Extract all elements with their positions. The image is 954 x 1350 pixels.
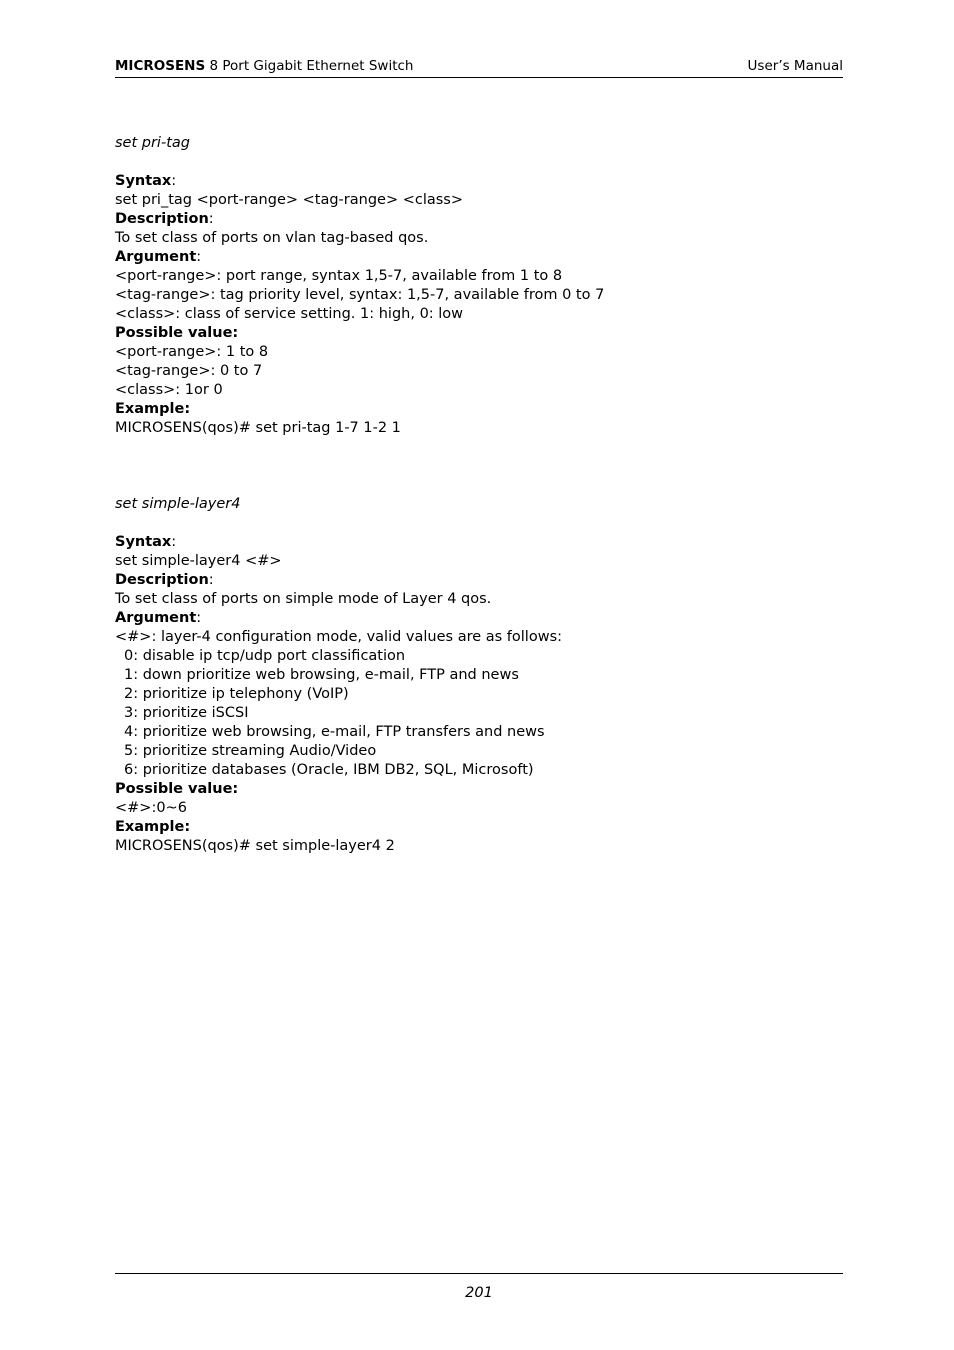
argument-item: <class>: class of service setting. 1: high, 0: low <box>115 306 464 322</box>
header-brand: MICROSENS <box>115 58 206 74</box>
example-label: Example: <box>115 401 191 417</box>
possible-value-item: <tag-range>: 0 to 7 <box>115 363 263 379</box>
footer-divider <box>115 1273 843 1274</box>
mode-item: 0: disable ip tcp/udp port classification <box>124 648 406 664</box>
header-manual: User’s Manual <box>747 58 843 74</box>
description-text: To set class of ports on vlan tag-based qos. <box>115 230 429 246</box>
argument-label: Argument <box>115 249 197 265</box>
description-label: Description <box>115 211 209 227</box>
mode-item: 1: down prioritize web browsing, e-mail, FTP and news <box>124 667 519 683</box>
argument-intro: <#>: layer-4 configuration mode, valid values are as follows: <box>115 629 563 645</box>
page-number: 201 <box>465 1285 493 1301</box>
possible-value-label: Possible value: <box>115 781 239 797</box>
possible-value-item: <#>:0~6 <box>115 800 187 816</box>
mode-item: 3: prioritize iSCSI <box>124 705 249 721</box>
syntax-text: set pri_tag <port-range> <tag-range> <class> <box>115 192 463 208</box>
page-content <box>115 134 843 856</box>
example-label: Example: <box>115 819 191 835</box>
header-product: 8 Port Gigabit Ethernet Switch <box>205 58 414 74</box>
mode-item: 5: prioritize streaming Audio/Video <box>124 743 377 759</box>
argument-item: <port-range>: port range, syntax 1,5-7, available from 1 to 8 <box>115 268 563 284</box>
description-label: Description <box>115 572 209 588</box>
command-title: set pri-tag <box>115 135 190 151</box>
description-text: To set class of ports on simple mode of Layer 4 qos. <box>115 591 492 607</box>
mode-item: 2: prioritize ip telephony (VoIP) <box>124 686 349 702</box>
syntax-text: set simple-layer4 <#> <box>115 553 282 569</box>
possible-value-item: <class>: 1or 0 <box>115 382 223 398</box>
possible-value-item: <port-range>: 1 to 8 <box>115 344 269 360</box>
header-title <box>115 57 413 75</box>
syntax-label: Syntax <box>115 534 172 550</box>
mode-item: 6: prioritize databases (Oracle, IBM DB2, SQL, Microsoft) <box>124 762 534 778</box>
section-pri-tag: set pri-tag Syntax: set pri_tag <port-range> <tag-range> <class> Description: To set class of ports on vlan tag-based qos. Argument: <port-range>: port range, syntax 1,5-7, available from 1 to 8 <tag-range>: tag priority level, syntax: 1,5-7, available from 0 to 7 <class>: class of service setting. 1: high, 0: low Possible value: <port-range>: 1 to 8 <tag-range>: 0 to 7 <class>: 1or 0 Example: MICROSENS(qos)# set pri-tag 1-7 1-2 1 <box>115 134 843 438</box>
section-simple-layer4: set simple-layer4 Syntax: set simple-layer4 <#> Description: To set class of ports on simple mode of Layer 4 qos. Argument: <#>: layer-4 configuration mode, valid values are as follows: 0: disable ip tcp/udp port classification 1: down prioritize web browsing, e-mail, FTP and news 2: prioritize ip telephony (VoIP) 3: prioritize iSCSI 4: prioritize web browsing, e-mail, FTP transfers and news 5: prioritize streaming Audio/Video 6: prioritize databases (Oracle, IBM DB2, SQL, Microsoft) Possible value: <#>:0~6 Example: MICROSENS(qos)# set simple-layer4 2 <box>115 495 843 856</box>
page-header <box>115 57 843 78</box>
possible-value-label: Possible value: <box>115 325 239 341</box>
argument-label: Argument <box>115 610 197 626</box>
argument-item: <tag-range>: tag priority level, syntax: 1,5-7, available from 0 to 7 <box>115 287 605 303</box>
syntax-label: Syntax <box>115 173 172 189</box>
example-text: MICROSENS(qos)# set simple-layer4 2 <box>115 838 395 854</box>
example-text: MICROSENS(qos)# set pri-tag 1-7 1-2 1 <box>115 420 401 436</box>
mode-item: 4: prioritize web browsing, e-mail, FTP transfers and news <box>124 724 545 740</box>
command-title: set simple-layer4 <box>115 496 241 512</box>
